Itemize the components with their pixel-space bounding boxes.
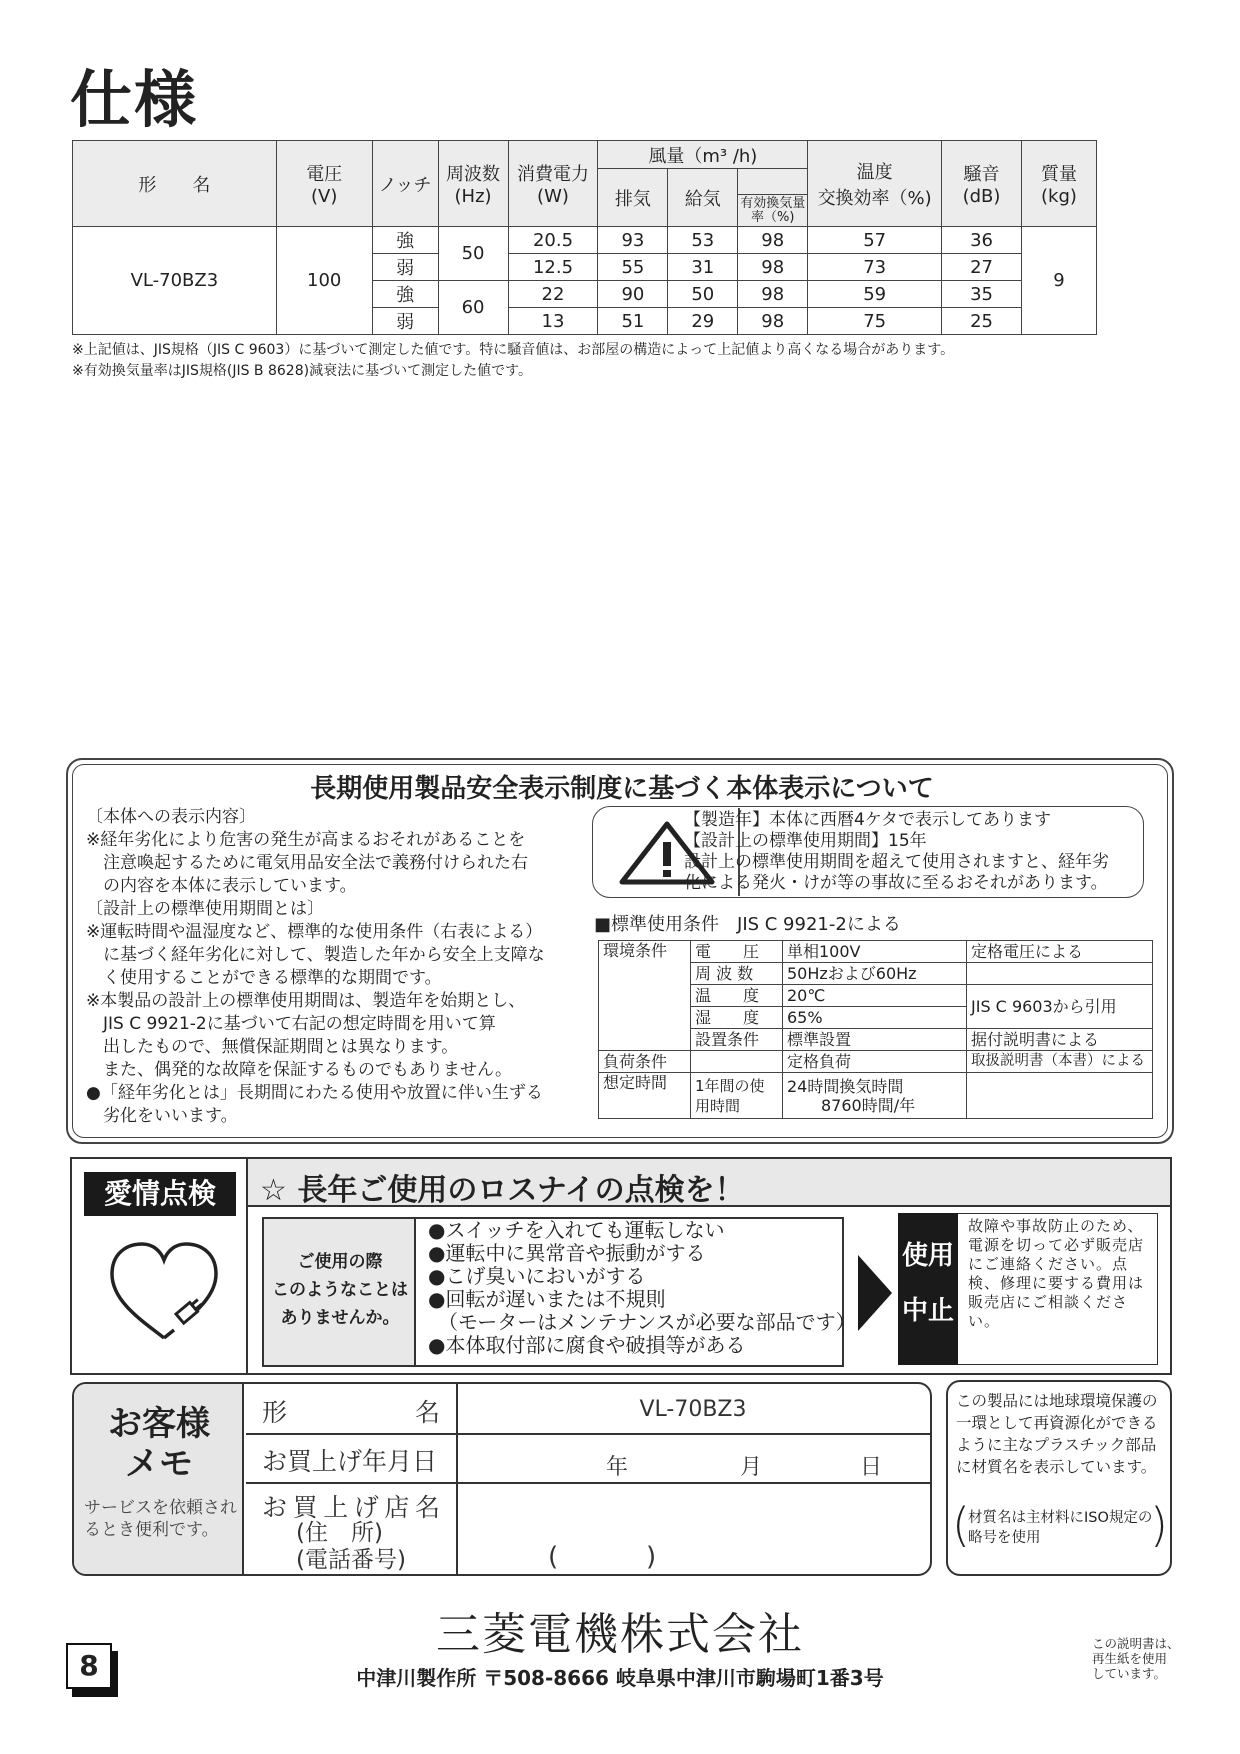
header-exhaust: 排気 bbox=[598, 169, 668, 227]
cond-label: 温 度 bbox=[691, 985, 783, 1007]
warning-box bbox=[592, 806, 1144, 898]
symptom-question bbox=[264, 1248, 416, 1332]
page-number: 8 bbox=[66, 1643, 112, 1689]
cond-label: 1年間の使用時間 bbox=[691, 1073, 783, 1119]
header-effective: 有効換気量率（%) bbox=[738, 195, 808, 227]
memo-phone-paren-open: ( bbox=[548, 1542, 559, 1572]
company-address: 中津川製作所 〒508-8666 岐阜県中津川市駒場町1番3号 bbox=[356, 1666, 884, 1690]
cond-load: 負荷条件 bbox=[599, 1051, 691, 1073]
symptom-list bbox=[428, 1219, 856, 1357]
effective-cell: 98 bbox=[738, 227, 808, 254]
memo-date-label: お買上げ年月日 bbox=[262, 1447, 438, 1476]
noise-cell: 27 bbox=[942, 254, 1022, 281]
heart-plug-icon bbox=[104, 1238, 224, 1348]
cond-value: 標準設置 bbox=[783, 1029, 967, 1051]
text-line: 劣化をいいます。 bbox=[86, 1106, 238, 1126]
notch-cell: 弱 bbox=[372, 308, 438, 335]
mass-cell: 9 bbox=[1021, 227, 1096, 335]
text-line: の内容を本体に表示しています。 bbox=[86, 876, 357, 896]
memo-address-label: (住 所) bbox=[296, 1520, 383, 1546]
memo-phone-label: (電話番号) bbox=[296, 1547, 406, 1573]
cond-note: 定格電圧による bbox=[967, 941, 1153, 963]
header-voltage: 電圧 (V) bbox=[276, 141, 372, 227]
cond-env: 環境条件 bbox=[599, 941, 691, 1051]
header-power: 消費電力 (W) bbox=[508, 141, 598, 227]
note-line: ※上記値は、JIS規格（JIS C 9603）に基づいて測定した値です。特に騒音値は、お部屋の構造によって上記値より高くなる場合があります。 bbox=[72, 342, 955, 358]
text-line: 〔設計上の標準使用期間とは〕 bbox=[86, 899, 324, 919]
memo-subtitle: サービスを依頼されるとき便利です。 bbox=[84, 1498, 237, 1540]
model-cell: VL-70BZ3 bbox=[73, 227, 277, 335]
exhaust-cell: 93 bbox=[598, 227, 668, 254]
effective-cell: 98 bbox=[738, 308, 808, 335]
text-line: 【製造年】本体に西暦4ケタで表示してあります bbox=[684, 810, 1051, 830]
memo-model-value: VL-70BZ3 bbox=[639, 1397, 747, 1422]
text-line: 出したもので、無償保証期間とは異なります。 bbox=[86, 1037, 459, 1057]
memo-row-line bbox=[246, 1433, 930, 1435]
supply-cell: 29 bbox=[668, 308, 738, 335]
text-line: 設計上の標準使用期間を超えて使用されますと、経年劣 bbox=[684, 852, 1109, 872]
memo-year: 年 bbox=[606, 1455, 629, 1480]
list-item: ●運転中に異常音や振動がする bbox=[428, 1241, 706, 1265]
paren-close-icon: ) bbox=[1150, 1498, 1168, 1552]
memo-model-label: 形 名 bbox=[262, 1398, 440, 1427]
conditions-title: ■標準使用条件 JIS C 9921-2による bbox=[594, 914, 901, 935]
cond-note: 取扱説明書（本書）による bbox=[967, 1051, 1153, 1073]
freq-cell: 60 bbox=[438, 281, 508, 335]
recycle-note-text: この製品には地球環境保護の一環として再資源化ができるように主なプラスチック部品に材質名を表示しています。 bbox=[956, 1392, 1158, 1476]
header-mass: 質量 (kg) bbox=[1021, 141, 1096, 227]
page-title: 仕様 bbox=[70, 63, 199, 136]
header-noise: 騒音 (dB) bbox=[942, 141, 1022, 227]
text-line: ありませんか。 bbox=[280, 1308, 400, 1328]
cond-value: 24時間換気時間 8760時間/年 bbox=[783, 1073, 967, 1119]
text-line: また、偶発的な故障を保証するものでもありません。 bbox=[86, 1060, 513, 1080]
header-supply: 給気 bbox=[668, 169, 738, 227]
effective-cell: 98 bbox=[738, 254, 808, 281]
header-airflow: 風量（m³ /h) bbox=[598, 141, 808, 169]
header-freq: 周波数 (Hz) bbox=[438, 141, 508, 227]
spec-table bbox=[72, 140, 1097, 335]
list-item: ●こげ臭いにおいがする bbox=[428, 1264, 646, 1288]
stop-use-label: 使用 中止 bbox=[898, 1213, 958, 1365]
cond-note: 据付説明書による bbox=[967, 1029, 1153, 1051]
cond-value: 定格負荷 bbox=[783, 1051, 967, 1073]
cond-note: JIS C 9603から引用 bbox=[967, 985, 1153, 1029]
cond-label: 設置条件 bbox=[691, 1029, 783, 1051]
memo-title: お客様 メモ bbox=[108, 1404, 210, 1484]
cond-label: 電 圧 bbox=[691, 941, 783, 963]
warning-triangle-icon bbox=[612, 820, 722, 886]
notch-cell: 強 bbox=[372, 281, 438, 308]
text-line: ※本製品の設計上の標準使用期間は、製造年を始期とし、 bbox=[86, 991, 526, 1011]
memo-day: 日 bbox=[860, 1455, 883, 1480]
noise-cell: 35 bbox=[942, 281, 1022, 308]
text-line: く使用することができる標準的な期間です。 bbox=[86, 968, 442, 988]
longterm-safety-box bbox=[66, 758, 1174, 1144]
notch-cell: 弱 bbox=[372, 254, 438, 281]
header-notch: ノッチ bbox=[372, 141, 438, 227]
text-line: ※経年劣化により危害の発生が高まるおそれがあることを bbox=[86, 830, 526, 850]
list-item: ●スイッチを入れても運転しない bbox=[428, 1218, 725, 1242]
cond-value: 65% bbox=[783, 1007, 967, 1029]
list-item: ●本体取付部に腐食や破損等がある bbox=[428, 1333, 746, 1357]
paren-open-icon: ( bbox=[952, 1498, 970, 1552]
spec-notes bbox=[72, 340, 954, 382]
freq-cell: 50 bbox=[438, 227, 508, 281]
effective-cell: 98 bbox=[738, 281, 808, 308]
notch-cell: 強 bbox=[372, 227, 438, 254]
text-line: ご使用の際 bbox=[297, 1252, 383, 1272]
arrow-right-icon bbox=[858, 1255, 892, 1331]
text-line: JIS C 9921-2に基づいて右記の想定時間を用いて算 bbox=[86, 1014, 496, 1034]
memo-store-label: お買上げ店名 bbox=[262, 1493, 440, 1522]
list-item: （モーターはメンテナンスが必要な部品です） bbox=[428, 1310, 856, 1334]
cond-value: 単相100V bbox=[783, 941, 967, 963]
text-line: ※運転時間や温湿度など、標準的な使用条件（右表による） bbox=[86, 922, 543, 942]
conditions-table bbox=[598, 940, 1153, 1119]
exhaust-cell: 55 bbox=[598, 254, 668, 281]
text-line: 注意喚起するために電気用品安全法で義務付けられた右 bbox=[86, 853, 528, 873]
power-cell: 12.5 bbox=[508, 254, 598, 281]
text-line: 【設計上の標準使用期間】15年 bbox=[684, 831, 927, 851]
warning-text bbox=[684, 810, 1140, 894]
text-line: 〔本体への表示内容〕 bbox=[86, 807, 256, 827]
heat-cell: 59 bbox=[808, 281, 942, 308]
heat-cell: 75 bbox=[808, 308, 942, 335]
cond-time: 想定時間 bbox=[599, 1073, 691, 1119]
inspection-label: 愛情点検 bbox=[84, 1172, 236, 1216]
exhaust-cell: 90 bbox=[598, 281, 668, 308]
supply-cell: 50 bbox=[668, 281, 738, 308]
header-heat: 温度 交換効率（%) bbox=[808, 141, 942, 227]
note-line: ※有効換気量率はJIS規格(JIS B 8628)減衰法に基づいて測定した値です。 bbox=[72, 363, 532, 379]
power-cell: 22 bbox=[508, 281, 598, 308]
power-cell: 20.5 bbox=[508, 227, 598, 254]
recycled-paper-note: この説明書は、 再生紙を使用 しています。 bbox=[1092, 1636, 1180, 1681]
recycle-note-sub: 材質名は主材料にISO規定の略号を使用 bbox=[968, 1510, 1153, 1546]
cond-value: 20℃ bbox=[783, 985, 967, 1007]
memo-row-line bbox=[246, 1482, 930, 1484]
text-line: に基づく経年劣化に対して、製造した年から安全上支障な bbox=[86, 945, 545, 965]
inspection-title: ☆ 長年ご使用のロスナイの点検を！ bbox=[260, 1173, 745, 1208]
memo-phone-paren-close: ) bbox=[646, 1542, 657, 1572]
text-line: 化による発火・けが等の事故に至るおそれがあります。 bbox=[684, 873, 1108, 893]
noise-cell: 36 bbox=[942, 227, 1022, 254]
header-model: 形 名 bbox=[73, 141, 277, 227]
supply-cell: 53 bbox=[668, 227, 738, 254]
power-cell: 13 bbox=[508, 308, 598, 335]
stop-use-text: 故障や事故防止のため、電源を切って必ず販売店にご連絡ください。点検、修理に要する費用は販売店にご相談ください。 bbox=[968, 1217, 1145, 1330]
list-item: ●回転が遅いまたは不規則 bbox=[428, 1287, 666, 1311]
heat-cell: 57 bbox=[808, 227, 942, 254]
cond-value: 50Hzおよび60Hz bbox=[783, 963, 967, 985]
text-line: ●「経年劣化とは」長期間にわたる使用や放置に伴い生ずる bbox=[86, 1083, 543, 1103]
text-line: このようなことは bbox=[272, 1280, 408, 1300]
cond-label: 周 波 数 bbox=[691, 963, 783, 985]
warning-divider bbox=[738, 808, 740, 896]
voltage-cell: 100 bbox=[276, 227, 372, 335]
exhaust-cell: 51 bbox=[598, 308, 668, 335]
longterm-title: 長期使用製品安全表示制度に基づく本体表示について bbox=[310, 774, 934, 804]
longterm-description bbox=[86, 806, 586, 1128]
memo-month: 月 bbox=[740, 1455, 763, 1480]
cond-label: 湿 度 bbox=[691, 1007, 783, 1029]
supply-cell: 31 bbox=[668, 254, 738, 281]
noise-cell: 25 bbox=[942, 308, 1022, 335]
heat-cell: 73 bbox=[808, 254, 942, 281]
company-name: 三菱電機株式会社 bbox=[436, 1609, 804, 1660]
